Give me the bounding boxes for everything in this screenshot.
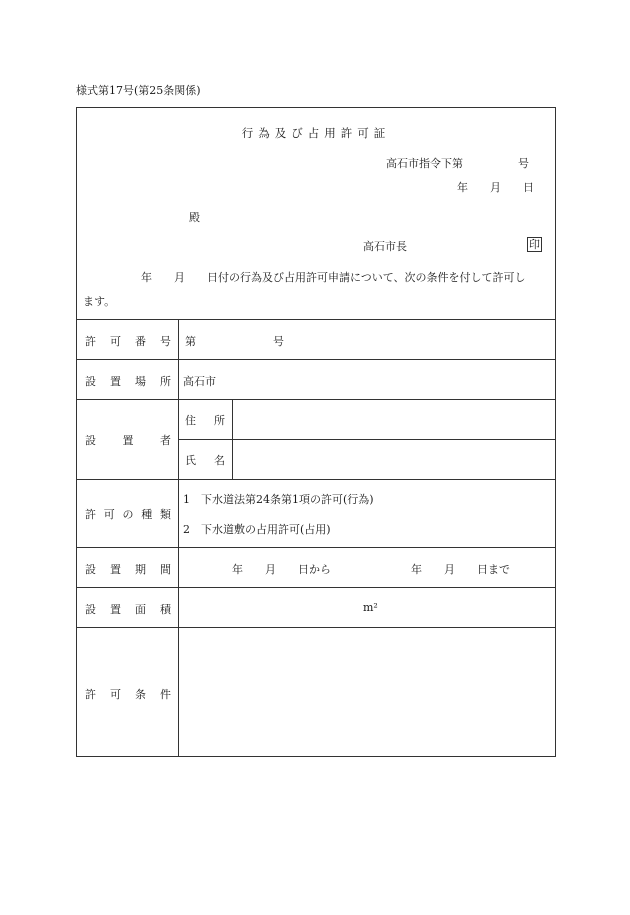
body-text-line1: 年 月 日付の行為及び占用許可申請について、次の条件を付して許可し [141,271,526,284]
permit-number-value: 第 号 [185,335,284,348]
installer-label: 設 置 者 [85,434,171,447]
permit-type-item-2: 2 下水道敷の占用許可(占用) [183,523,331,536]
area-unit: m² [363,601,378,614]
period-label: 設 置 期 間 [85,563,171,576]
location-label: 設 置 場 所 [85,375,171,388]
document-number: 高石市指令下第 号 [386,157,529,170]
address-label: 住 所 [185,414,225,427]
certificate-title: 行為及び占用許可証 [241,126,391,140]
sublabel-column-divider [232,399,233,479]
name-label: 氏 名 [185,454,225,467]
body-text-line2: ます。 [83,295,116,308]
divider [77,547,555,548]
divider [77,587,555,588]
form-number: 様式第17号(第25条関係) [76,84,201,97]
divider [77,319,555,320]
conditions-label: 許 可 条 件 [85,688,171,701]
permit-type-item-1: 1 下水道法第24条第1項の許可(行為) [183,493,374,506]
area-label: 設 置 面 積 [85,603,171,616]
issuer-name: 高石市長 [363,240,407,253]
label-column-divider [178,319,179,757]
period-to: 年 月 日まで [411,563,510,576]
divider [77,479,555,480]
addressee-suffix: 殿 [189,211,200,224]
issue-date: 年 月 日 [457,181,534,194]
divider [178,439,555,440]
permit-type-label: 許 可 の 種 類 [85,508,171,521]
permit-number-label: 許 可 番 号 [85,335,171,348]
divider [77,359,555,360]
location-value: 高石市 [183,375,216,388]
permit-certificate-form [76,107,556,757]
divider [77,399,555,400]
seal-mark: 印 [529,238,540,251]
divider [77,627,555,628]
period-from: 年 月 日から [232,563,331,576]
